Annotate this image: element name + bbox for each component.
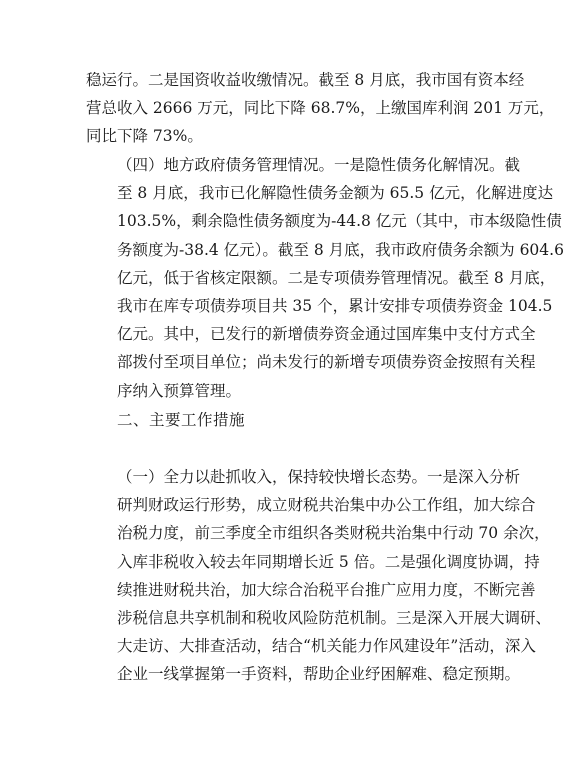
text-line: （四）地方政府债务管理情况。一是隐性债务化解情况。截 xyxy=(117,156,521,174)
text-line: 同比下降 73%。 xyxy=(86,127,203,146)
text-line: 稳运行。二是国资收益收缴情况。截至 8 月底，我市国有资本经 xyxy=(86,71,525,89)
text-line: 涉税信息共享机制和税收风险防范机制。三是深入开展大调研、 xyxy=(117,609,552,628)
text-line: 大走访、大排查活动，结合“机关能力作风建设年”活动，深入 xyxy=(117,637,536,656)
text-line: 部拨付至项目单位；尚未发行的新增专项债券资金按照有关程 xyxy=(117,353,536,372)
paragraph-state-capital-revenue xyxy=(86,66,555,151)
text-line: 至 8 月底，我市已化解隐性债务金额为 65.5 亿元，化解进度达 xyxy=(117,184,554,203)
text-line: 亿元，低于省核定限额。二是专项债券管理情况。截至 8 月底， xyxy=(117,268,556,287)
text-line: 务额度为-38.4 亿元）。截至 8 月底，我市政府债务余额为 604.6 xyxy=(117,240,564,259)
text-line: 我市在库专项债券项目共 35 个，累计安排专项债券资金 104.5 xyxy=(117,297,553,316)
text-line: 研判财政运行形势，成立财税共治集中办公工作组，加大综合 xyxy=(117,496,536,515)
text-line: 续推进财税共治，加大综合治税平台推广应用力度，不断完善 xyxy=(117,580,536,599)
text-line: 企业一线掌握第一手资料，帮助企业纾困解难、稳定预期。 xyxy=(117,665,521,684)
paragraph-local-government-debt xyxy=(86,151,564,405)
text-line: 亿元。其中，已发行的新增债券资金通过国库集中支付方式全 xyxy=(117,325,536,344)
text-line: 治税力度，前三季度全市组织各类财税共治集中行动 70 余次， xyxy=(117,524,550,543)
section-heading xyxy=(86,406,504,434)
paragraph-revenue-measures xyxy=(86,463,552,689)
heading-text: 二、主要工作措施 xyxy=(117,411,246,429)
text-line: 营总收入 2666 万元，同比下降 68.7%，上缴国库利润 201 万元， xyxy=(86,99,555,118)
text-line: 序纳入预算管理。 xyxy=(117,381,242,400)
text-line: 103.5%，剩余隐性债务额度为-44.8 亿元（其中，市本级隐性债 xyxy=(117,212,562,231)
text-line: （一）全力以赴抓收入，保持较快增长态势。一是深入分析 xyxy=(117,468,521,486)
text-line: 入库非税收入较去年同期增长近 5 倍。二是强化调度协调，持 xyxy=(117,552,540,571)
